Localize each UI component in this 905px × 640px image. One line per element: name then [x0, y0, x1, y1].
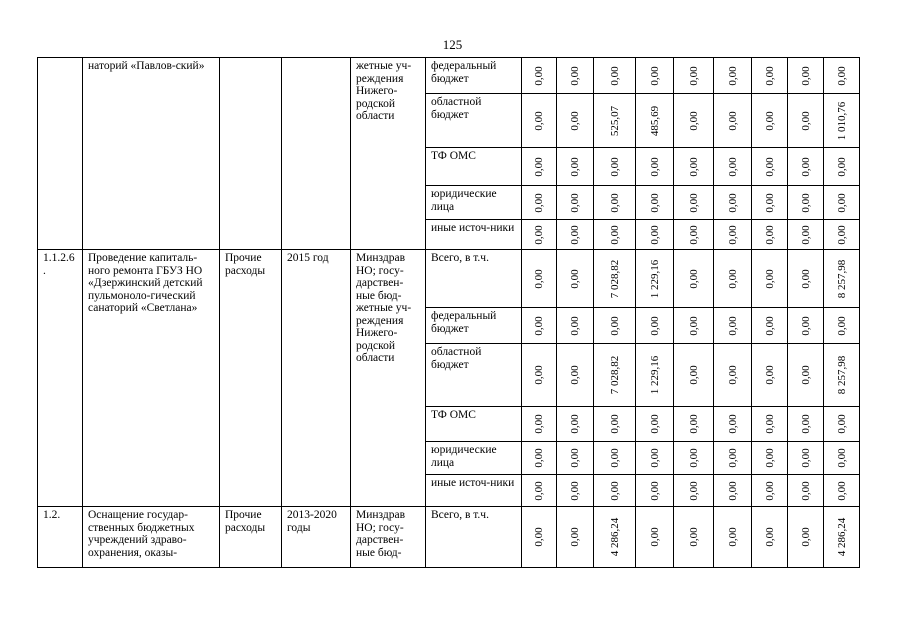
value-text: 0,00 [726, 365, 739, 385]
value-cell [714, 220, 752, 250]
value-cell [752, 507, 788, 568]
executor-cell: Минздрав НО; госу-дарствен-ные бюд- [351, 507, 426, 568]
item-code-cell [38, 58, 83, 250]
value-text: 0,00 [763, 65, 776, 86]
value-text: 0,00 [799, 110, 812, 131]
value-cell [594, 407, 636, 442]
value-text: 0,00 [687, 448, 700, 468]
value-text: 0,00 [608, 224, 621, 245]
value-cell [752, 442, 788, 475]
value-cell [636, 507, 674, 568]
expense-type-cell: Прочие расходы [220, 250, 282, 507]
value-text: 8 257,98 [835, 355, 848, 395]
value-cell [636, 220, 674, 250]
value-cell [714, 308, 752, 344]
value-text: 0,00 [568, 268, 581, 289]
value-cell [557, 58, 594, 94]
value-cell [636, 148, 674, 186]
value-text: 0,00 [835, 192, 848, 213]
value-cell [594, 58, 636, 94]
value-text: 0,00 [532, 192, 545, 213]
value-cell [788, 442, 824, 475]
value-cell [594, 344, 636, 407]
value-text: 0,00 [648, 65, 661, 86]
value-text: 1 010,76 [835, 101, 848, 140]
value-text: 0,00 [763, 110, 776, 131]
value-text: 0,00 [648, 315, 661, 336]
value-text: 0,00 [763, 268, 776, 289]
value-text: 0,00 [835, 224, 848, 245]
value-cell [824, 475, 860, 507]
value-text: 0,00 [687, 268, 700, 289]
value-cell [636, 344, 674, 407]
value-text: 0,00 [726, 480, 739, 501]
value-text: 0,00 [532, 268, 545, 289]
value-text: 0,00 [726, 224, 739, 245]
value-text: 0,00 [799, 365, 812, 385]
funding-source-cell: областной бюджет [426, 344, 522, 407]
funding-source-cell: Всего, в т.ч. [426, 507, 522, 568]
value-text: 0,00 [608, 480, 621, 501]
value-text: 4 286,24 [835, 517, 848, 557]
value-text: 0,00 [687, 480, 700, 501]
value-cell [674, 220, 714, 250]
value-cell [788, 94, 824, 148]
funding-source-cell: иные источ-ники [426, 220, 522, 250]
value-text: 0,00 [532, 224, 545, 245]
value-cell [714, 58, 752, 94]
value-text: 0,00 [763, 315, 776, 336]
value-cell [636, 186, 674, 220]
value-text: 0,00 [648, 414, 661, 434]
value-cell [824, 507, 860, 568]
value-text: 0,00 [799, 480, 812, 501]
value-text: 0,00 [568, 315, 581, 336]
value-cell [557, 475, 594, 507]
item-code-cell: 1.2. [38, 507, 83, 568]
funding-source-cell: областной бюджет [426, 94, 522, 148]
value-text: 0,00 [608, 315, 621, 336]
value-cell [594, 186, 636, 220]
value-cell [674, 58, 714, 94]
value-text: 0,00 [799, 414, 812, 434]
value-cell [752, 186, 788, 220]
value-text: 0,00 [687, 527, 700, 547]
value-cell [752, 344, 788, 407]
value-cell [752, 308, 788, 344]
value-cell [714, 344, 752, 407]
value-cell [788, 308, 824, 344]
value-cell [674, 94, 714, 148]
value-cell [557, 148, 594, 186]
value-text: 0,00 [799, 315, 812, 336]
value-cell [557, 308, 594, 344]
value-cell [788, 186, 824, 220]
value-cell [594, 250, 636, 308]
funding-source-cell: ТФ ОМС [426, 148, 522, 186]
value-text: 485,69 [648, 105, 661, 136]
value-text: 7 028,82 [608, 355, 621, 395]
value-text: 0,00 [687, 365, 700, 385]
value-cell [522, 442, 557, 475]
value-cell [522, 308, 557, 344]
page-number: 125 [442, 37, 463, 52]
value-cell [557, 250, 594, 308]
value-text: 0,00 [726, 448, 739, 468]
value-text: 0,00 [568, 414, 581, 434]
budget-table [37, 57, 860, 568]
expense-type-cell: Прочие расходы [220, 507, 282, 568]
value-cell [522, 344, 557, 407]
value-cell [636, 442, 674, 475]
value-text: 0,00 [568, 480, 581, 501]
value-cell [557, 220, 594, 250]
value-cell [752, 148, 788, 186]
value-text: 0,00 [608, 448, 621, 468]
value-cell [788, 344, 824, 407]
funding-source-cell: Всего, в т.ч. [426, 250, 522, 308]
executor-cell: жетные уч-реждения Нижего-родской области [351, 58, 426, 250]
value-text: 0,00 [608, 414, 621, 434]
value-text: 0,00 [648, 448, 661, 468]
value-text: 0,00 [648, 480, 661, 501]
value-cell [714, 250, 752, 308]
value-text: 0,00 [763, 192, 776, 213]
value-cell [636, 94, 674, 148]
value-text: 0,00 [726, 527, 739, 547]
value-text: 0,00 [763, 527, 776, 547]
value-text: 0,00 [608, 65, 621, 86]
value-cell [557, 94, 594, 148]
value-cell [594, 442, 636, 475]
value-cell [752, 407, 788, 442]
value-text: 0,00 [726, 156, 739, 177]
value-text: 0,00 [687, 110, 700, 131]
funding-source-cell: юридические лица [426, 442, 522, 475]
value-cell [788, 250, 824, 308]
value-text: 0,00 [835, 414, 848, 434]
funding-source-cell: федеральный бюджет [426, 58, 522, 94]
value-text: 0,00 [532, 156, 545, 177]
value-cell [788, 58, 824, 94]
value-text: 0,00 [608, 156, 621, 177]
value-cell [824, 407, 860, 442]
value-text: 0,00 [835, 480, 848, 501]
value-cell [714, 442, 752, 475]
value-cell [714, 94, 752, 148]
value-cell [594, 148, 636, 186]
value-cell [788, 475, 824, 507]
value-cell [714, 507, 752, 568]
value-cell [522, 148, 557, 186]
value-text: 0,00 [763, 156, 776, 177]
period-cell: 2013-2020 годы [282, 507, 351, 568]
value-cell [594, 475, 636, 507]
value-text: 0,00 [726, 315, 739, 336]
value-text: 0,00 [568, 156, 581, 177]
value-cell [788, 407, 824, 442]
value-cell [674, 507, 714, 568]
value-cell [594, 308, 636, 344]
value-cell [636, 58, 674, 94]
value-cell [522, 507, 557, 568]
value-cell [824, 344, 860, 407]
value-text: 1 229,16 [648, 259, 661, 298]
value-text: 0,00 [532, 110, 545, 131]
value-cell [522, 58, 557, 94]
period-cell: 2015 год [282, 250, 351, 507]
value-cell [788, 507, 824, 568]
value-text: 4 286,24 [608, 517, 621, 557]
value-text: 0,00 [648, 192, 661, 213]
value-cell [714, 407, 752, 442]
value-text: 0,00 [763, 414, 776, 434]
value-text: 0,00 [568, 224, 581, 245]
value-text: 0,00 [799, 65, 812, 86]
value-text: 0,00 [532, 448, 545, 468]
value-cell [752, 58, 788, 94]
value-cell [824, 220, 860, 250]
value-text: 0,00 [799, 527, 812, 547]
value-text: 0,00 [532, 527, 545, 547]
value-text: 0,00 [532, 414, 545, 434]
value-cell [674, 308, 714, 344]
table-row [38, 507, 860, 568]
value-cell [522, 220, 557, 250]
value-cell [752, 94, 788, 148]
item-name-cell: наторий «Павлов-ский» [83, 58, 220, 250]
value-cell [674, 475, 714, 507]
value-text: 0,00 [763, 448, 776, 468]
executor-cell: Минздрав НО; госу-дарствен-ные бюд-жетные уч-реждения Нижего-родской области [351, 250, 426, 507]
value-text: 0,00 [648, 156, 661, 177]
value-cell [522, 407, 557, 442]
funding-source-cell: федеральный бюджет [426, 308, 522, 344]
table-row [38, 58, 860, 94]
value-text: 0,00 [799, 448, 812, 468]
value-cell [522, 94, 557, 148]
value-cell [522, 475, 557, 507]
value-text: 0,00 [608, 192, 621, 213]
value-text: 0,00 [726, 110, 739, 131]
value-text: 525,07 [608, 105, 621, 136]
value-text: 0,00 [726, 65, 739, 86]
value-cell [557, 442, 594, 475]
item-name-cell: Оснащение государ-ственных бюджетных учреждений здраво-охранения, оказы- [83, 507, 220, 568]
value-text: 0,00 [532, 65, 545, 86]
value-text: 0,00 [799, 268, 812, 289]
value-cell [594, 94, 636, 148]
item-name-cell: Проведение капиталь-ного ремонта ГБУЗ НО «Дзержинский детский пульмоноло-гический санаторий «Светлана» [83, 250, 220, 507]
value-cell [788, 220, 824, 250]
value-text: 1 229,16 [648, 355, 661, 395]
value-text: 0,00 [687, 414, 700, 434]
value-text: 0,00 [532, 480, 545, 501]
value-cell [636, 250, 674, 308]
value-cell [522, 250, 557, 308]
value-text: 0,00 [532, 315, 545, 336]
value-cell [674, 250, 714, 308]
value-cell [674, 344, 714, 407]
value-text: 0,00 [835, 448, 848, 468]
value-cell [674, 186, 714, 220]
value-cell [594, 507, 636, 568]
funding-source-cell: юридические лица [426, 186, 522, 220]
item-code-cell: 1.1.2.6. [38, 250, 83, 507]
value-text: 0,00 [568, 110, 581, 131]
value-text: 0,00 [568, 527, 581, 547]
value-cell [752, 250, 788, 308]
value-text: 0,00 [835, 156, 848, 177]
value-text: 0,00 [763, 224, 776, 245]
value-cell [824, 58, 860, 94]
value-text: 0,00 [726, 192, 739, 213]
value-cell [557, 407, 594, 442]
value-cell [636, 475, 674, 507]
value-cell [752, 475, 788, 507]
value-cell [636, 407, 674, 442]
funding-source-cell: ТФ ОМС [426, 407, 522, 442]
value-text: 0,00 [648, 224, 661, 245]
value-cell [522, 186, 557, 220]
table-row [38, 250, 860, 308]
value-text: 0,00 [687, 156, 700, 177]
value-text: 0,00 [687, 192, 700, 213]
value-text: 0,00 [799, 192, 812, 213]
value-text: 0,00 [648, 527, 661, 547]
value-cell [557, 186, 594, 220]
value-text: 0,00 [799, 156, 812, 177]
value-cell [824, 250, 860, 308]
value-text: 0,00 [532, 365, 545, 385]
value-text: 0,00 [835, 315, 848, 336]
value-cell [636, 308, 674, 344]
value-cell [824, 94, 860, 148]
value-text: 0,00 [568, 192, 581, 213]
value-cell [824, 308, 860, 344]
value-text: 0,00 [799, 224, 812, 245]
value-cell [557, 507, 594, 568]
value-cell [824, 442, 860, 475]
value-text: 0,00 [763, 365, 776, 385]
value-cell [824, 186, 860, 220]
value-text: 0,00 [687, 224, 700, 245]
period-cell [282, 58, 351, 250]
value-text: 0,00 [687, 65, 700, 86]
value-text: 0,00 [568, 65, 581, 86]
funding-source-cell: иные источ-ники [426, 475, 522, 507]
value-cell [594, 220, 636, 250]
value-text: 0,00 [568, 448, 581, 468]
value-text: 0,00 [726, 268, 739, 289]
value-cell [714, 148, 752, 186]
value-cell [788, 148, 824, 186]
expense-type-cell [220, 58, 282, 250]
value-text: 0,00 [568, 365, 581, 385]
value-cell [674, 407, 714, 442]
value-cell [714, 475, 752, 507]
value-text: 8 257,98 [835, 259, 848, 298]
value-text: 0,00 [726, 414, 739, 434]
value-cell [674, 442, 714, 475]
value-text: 0,00 [835, 65, 848, 86]
value-cell [714, 186, 752, 220]
value-cell [557, 344, 594, 407]
value-cell [824, 148, 860, 186]
value-text: 0,00 [687, 315, 700, 336]
value-cell [752, 220, 788, 250]
value-text: 7 028,82 [608, 259, 621, 298]
value-cell [674, 148, 714, 186]
value-text: 0,00 [763, 480, 776, 501]
